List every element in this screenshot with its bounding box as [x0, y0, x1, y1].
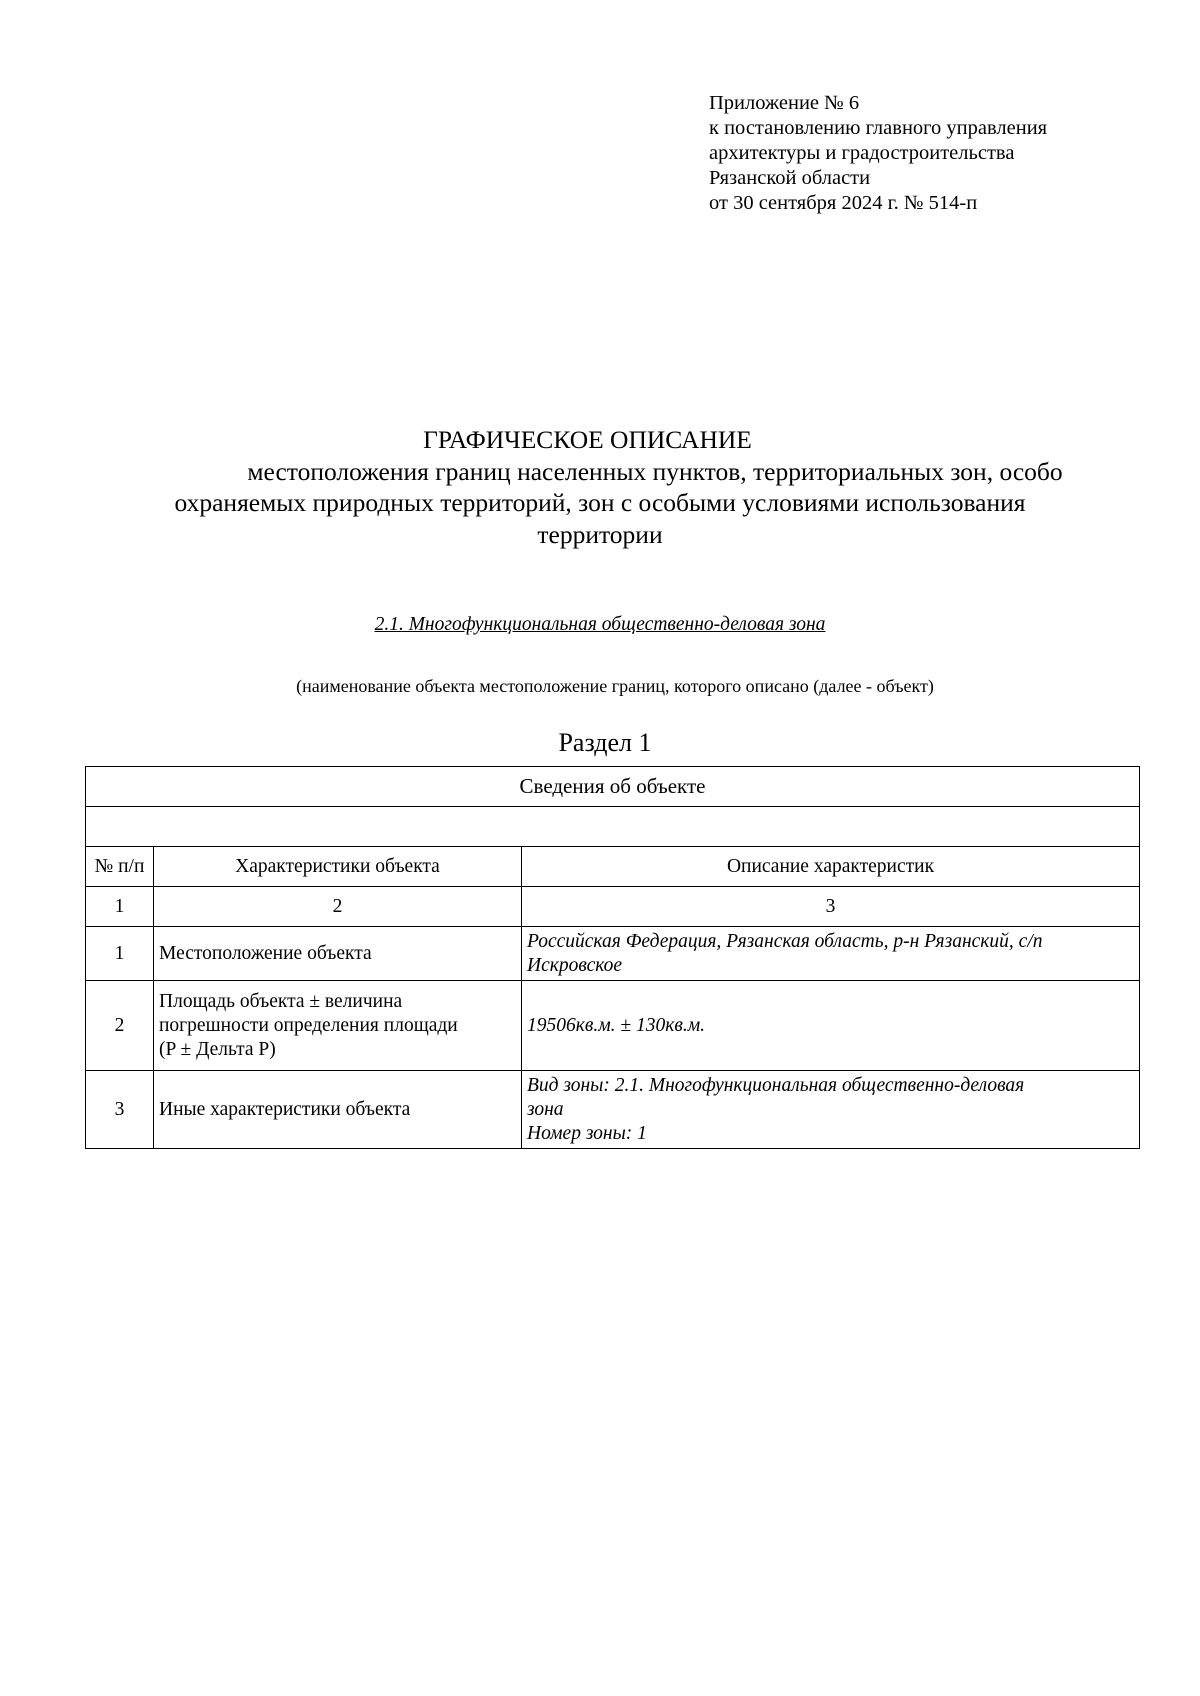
row-description [522, 927, 1140, 981]
row-characteristic [154, 1071, 522, 1149]
row-number: 2 [86, 981, 154, 1071]
column-header-characteristic: Характеристики объекта [154, 847, 522, 887]
characteristic-line: Иные характеристики объекта [159, 1098, 411, 1120]
row-description [522, 1071, 1140, 1149]
table-row [86, 1071, 1140, 1149]
title-main: ГРАФИЧЕСКОЕ ОПИСАНИЕ [423, 425, 752, 454]
row-characteristic [154, 981, 522, 1071]
column-number: 2 [154, 887, 522, 927]
description-line: зона [527, 1098, 564, 1120]
table-empty-row [86, 807, 1140, 847]
table-row [86, 927, 1140, 981]
title-line: охраняемых природных территорий, зон с особыми условиями использования [174, 488, 1026, 517]
appendix-block [709, 91, 1047, 216]
appendix-line: Рязанской области [709, 167, 871, 189]
appendix-line: от 30 сентября 2024 г. № 514-п [709, 192, 978, 214]
table-heading: Сведения об объекте [86, 767, 1140, 807]
column-header-number: № п/п [86, 847, 154, 887]
row-number: 1 [86, 927, 154, 981]
object-info-table [85, 766, 1140, 1149]
description-line: 19506кв.м. ± 130кв.м. [527, 1014, 706, 1036]
description-line: Российская Федерация, Рязанская область, р-н Рязанский, с/п [527, 930, 1043, 952]
row-characteristic [154, 927, 522, 981]
characteristic-line: (P ± Дельта P) [159, 1038, 276, 1060]
description-line: Искровское [527, 954, 623, 976]
row-description [522, 981, 1140, 1071]
column-number: 3 [522, 887, 1140, 927]
title-line: местоположения границ населенных пунктов, территориальных зон, особо [247, 456, 1063, 486]
description-line: Вид зоны: 2.1. Многофункциональная общественно-деловая [527, 1074, 1025, 1096]
object-caption: (наименование объекта местоположение границ, которого описано (далее - объект) [296, 676, 934, 696]
appendix-line: к постановлению главного управления [709, 117, 1048, 139]
document-title [100, 424, 1100, 550]
table-row [86, 981, 1140, 1071]
characteristic-line: Площадь объекта ± величина [159, 990, 403, 1012]
title-line: территории [537, 519, 663, 549]
appendix-line: Приложение № 6 [709, 92, 860, 114]
appendix-line: архитектуры и градостроительства [709, 142, 1015, 164]
row-number: 3 [86, 1071, 154, 1149]
description-line: Номер зоны: 1 [527, 1122, 647, 1144]
section-title: Раздел 1 [558, 728, 652, 757]
column-number: 1 [86, 887, 154, 927]
characteristic-line: Местоположение объекта [159, 942, 372, 964]
characteristic-line: погрешности определения площади [159, 1014, 458, 1036]
column-header-description: Описание характеристик [522, 847, 1140, 887]
object-name: 2.1. Многофункциональная общественно-деловая зона [374, 614, 826, 635]
